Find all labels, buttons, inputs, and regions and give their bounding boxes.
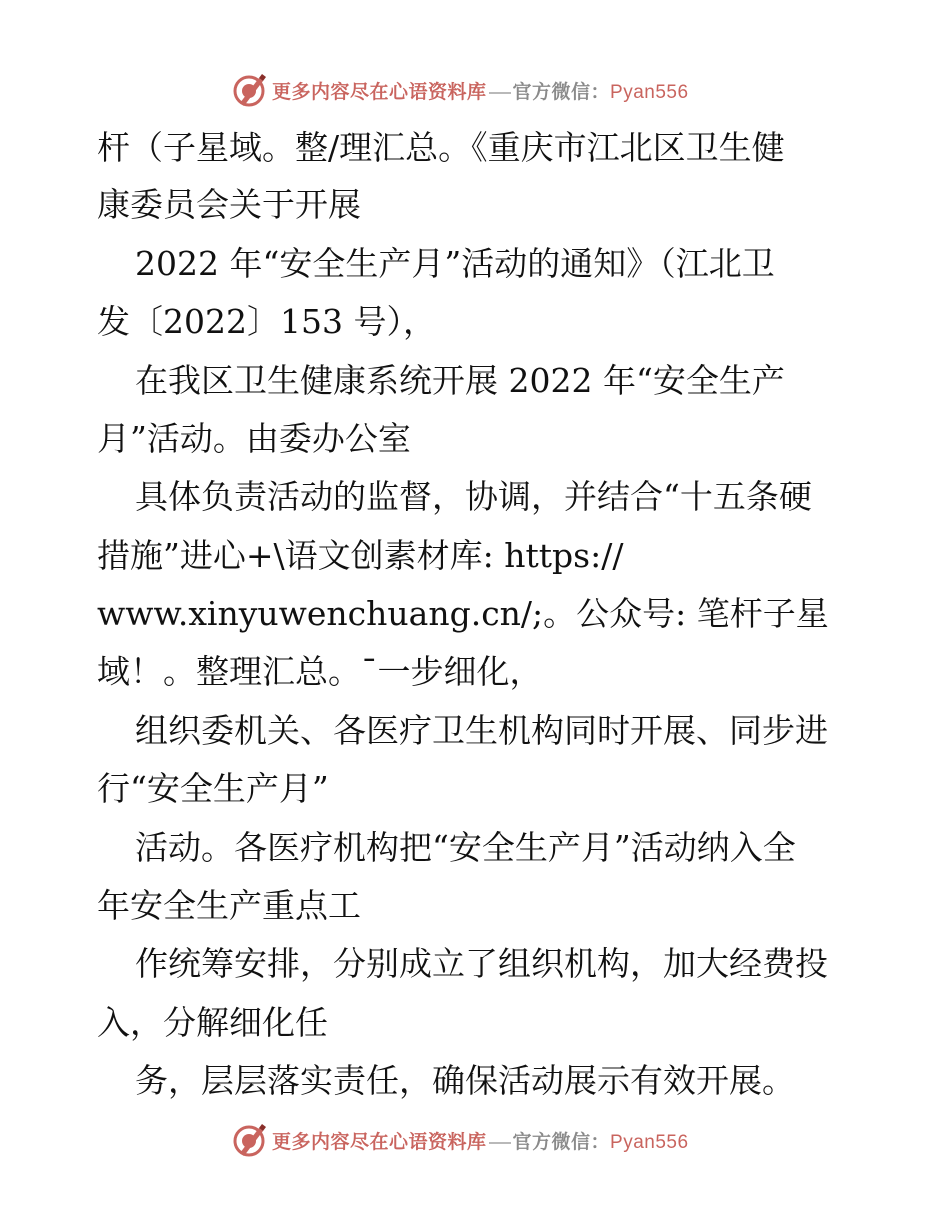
body-line: 康委员会关于开展 [97, 185, 361, 224]
body-line: 入，分解细化任 [97, 1003, 328, 1042]
watermark-brand: 更多内容尽在心语资料库 [272, 80, 487, 103]
body-line: 杆（子星域。整/理汇总。《重庆市江北区卫生健 [97, 128, 785, 167]
watermark-sub: 官方微信： [512, 80, 611, 103]
pen-logo-icon [232, 1122, 268, 1158]
body-line: 作统筹安排，分别成立了组织机构，加大经费投 [135, 944, 828, 983]
body-line: 行“安全生产月” [97, 769, 329, 808]
watermark-separator [489, 92, 511, 94]
watermark-id: Pyan556 [610, 81, 689, 103]
header-watermark [232, 70, 732, 110]
watermark-sub: 官方微信： [512, 1130, 611, 1153]
body-line: 月”活动。由委办公室 [97, 419, 411, 458]
watermark-separator [489, 1142, 511, 1144]
pen-logo-icon [232, 72, 268, 108]
body-line: 组织委机关、各医疗卫生机构同时开展、同步进 [135, 711, 828, 750]
body-line: 2022 年“安全生产月”活动的通知》（江北卫 [135, 244, 775, 283]
watermark-id: Pyan556 [610, 1131, 689, 1153]
body-line: 措施”进心+\语文创素材库: https:// [97, 536, 624, 575]
body-line: 域！。整理汇总。¯一步细化， [97, 652, 543, 691]
watermark-text [272, 77, 689, 104]
footer-watermark [232, 1120, 732, 1160]
body-line: 务，层层落实责任，确保活动展示有效开展。 [135, 1061, 795, 1100]
body-line: 活动。各医疗机构把“安全生产月”活动纳入全 [135, 828, 796, 867]
body-line: 年安全生产重点工 [97, 886, 361, 925]
body-line: 在我区卫生健康系统开展 2022 年“安全生产 [135, 361, 785, 400]
body-line: 具体负责活动的监督，协调，并结合“十五条硬 [135, 477, 812, 516]
body-line: www.xinyuwenchuang.cn/;。公众号: 笔杆子星 [97, 594, 829, 633]
watermark-text [272, 1127, 689, 1154]
watermark-brand: 更多内容尽在心语资料库 [272, 1130, 487, 1153]
body-line: 发〔2022〕153 号）， [97, 302, 436, 341]
